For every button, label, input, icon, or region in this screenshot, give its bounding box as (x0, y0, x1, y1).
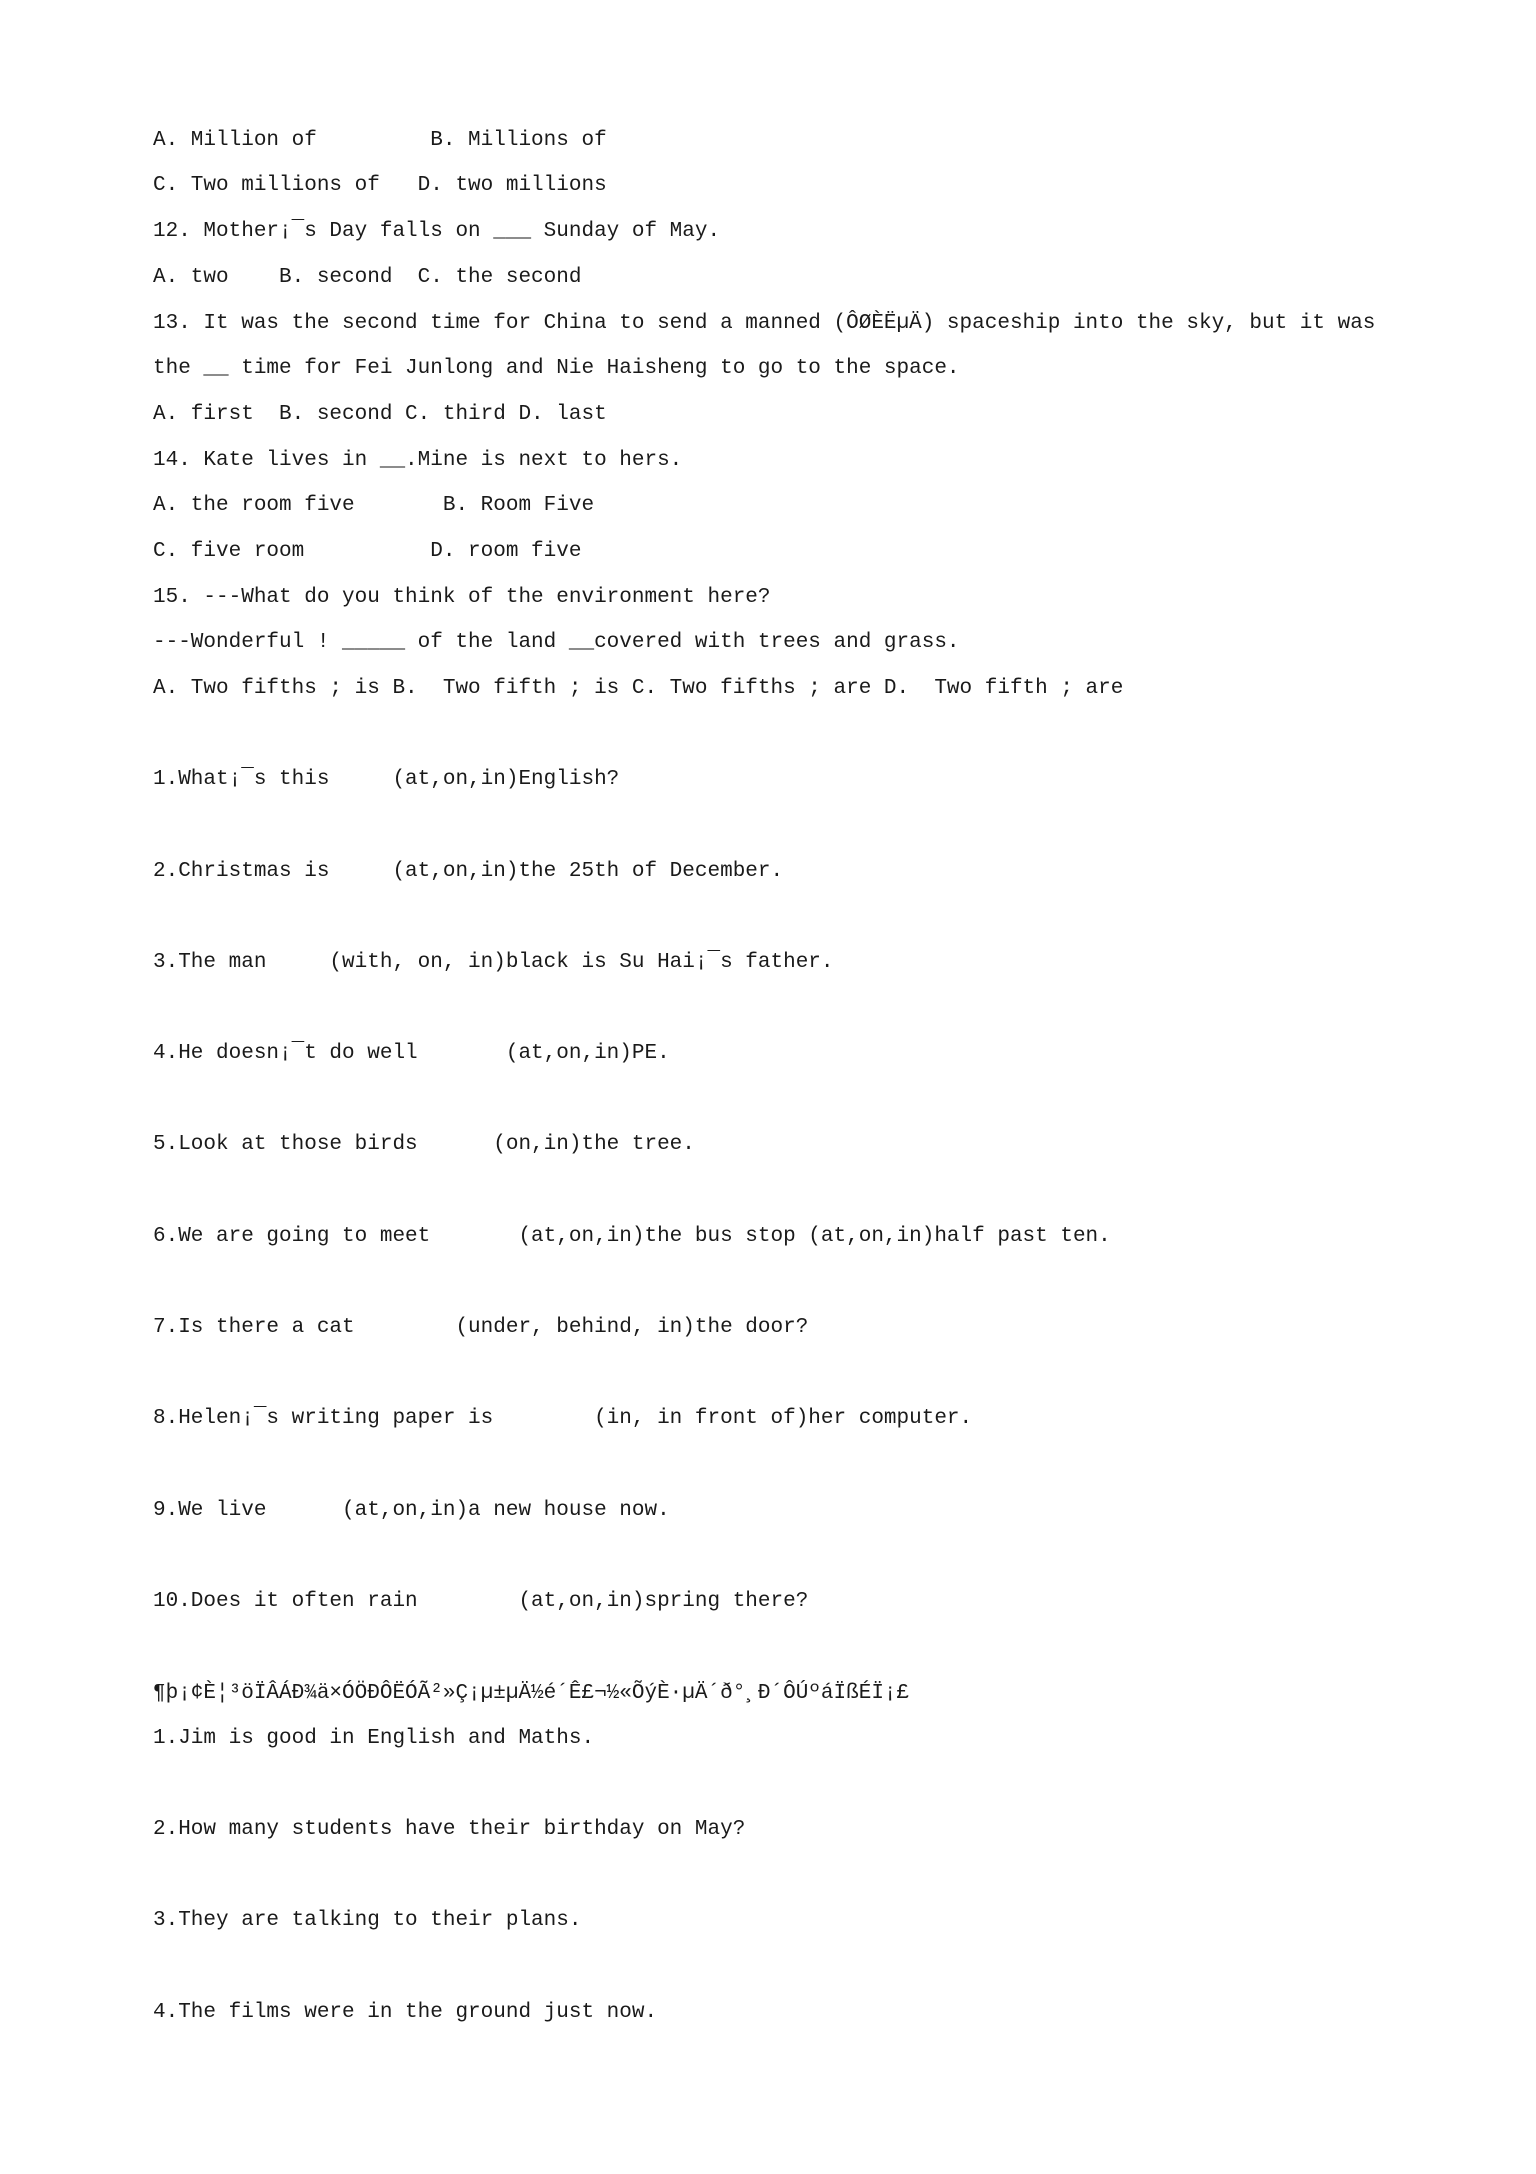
text-line: C. five room D. room five (153, 540, 582, 563)
text-line: A. Million of B. Millions of (153, 129, 607, 152)
text-line: C. Two millions of D. two millions (153, 174, 607, 197)
text-line: 3.The man (with, on, in)black is Su Hai¡¯s father. (153, 951, 834, 974)
text-line: 2.How many students have their birthday on May? (153, 1818, 746, 1841)
text-line: 15. ---What do you think of the environment here? (153, 586, 771, 609)
text-line: 13. It was the second time for China to send a manned (ÔØÈËµÄ) spaceship into the sky, but it was (153, 312, 1376, 335)
text-line: A. first B. second C. third D. last (153, 403, 607, 426)
text-line: A. the room five B. Room Five (153, 494, 595, 517)
text-line: 1.Jim is good in English and Maths. (153, 1727, 595, 1750)
text-line: 10.Does it often rain (at,on,in)spring there? (153, 1590, 809, 1613)
section-heading: ¶þ¡¢È¦³öÏÂÁÐ¾ä×ÓÖÐÔËÓÃ²»Ç¡µ±µÄ½é´Ê£¬½«ÕýÈ·µÄ´ð°¸Ð´ÔÚºáÏßÉÏ¡£ (153, 1682, 910, 1705)
text-line: 7.Is there a cat (under, behind, in)the door? (153, 1316, 809, 1339)
text-line: 4.The films were in the ground just now. (153, 2001, 658, 2024)
text-line: ---Wonderful ! _____ of the land __covered with trees and grass. (153, 631, 960, 654)
text-line: 5.Look at those birds (on,in)the tree. (153, 1133, 695, 1156)
text-line: 14. Kate lives in __.Mine is next to hers. (153, 449, 683, 472)
text-line: the __ time for Fei Junlong and Nie Haisheng to go to the space. (153, 357, 960, 380)
text-line: 2.Christmas is (at,on,in)the 25th of December. (153, 860, 784, 883)
text-line: 9.We live (at,on,in)a new house now. (153, 1499, 670, 1522)
text-line: A. two B. second C. the second (153, 266, 582, 289)
text-line: 3.They are talking to their plans. (153, 1909, 582, 1932)
text-line: 8.Helen¡¯s writing paper is (in, in front of)her computer. (153, 1407, 973, 1430)
text-line: 1.What¡¯s this (at,on,in)English? (153, 768, 620, 791)
text-line: 4.He doesn¡¯t do well (at,on,in)PE. (153, 1042, 670, 1065)
text-line: 12. Mother¡¯s Day falls on ___ Sunday of May. (153, 220, 721, 243)
text-line: 6.We are going to meet (at,on,in)the bus stop (at,on,in)half past ten. (153, 1225, 1111, 1248)
text-line: A. Two fifths ; is B. Two fifth ; is C. Two fifths ; are D. Two fifth ; are (153, 677, 1124, 700)
